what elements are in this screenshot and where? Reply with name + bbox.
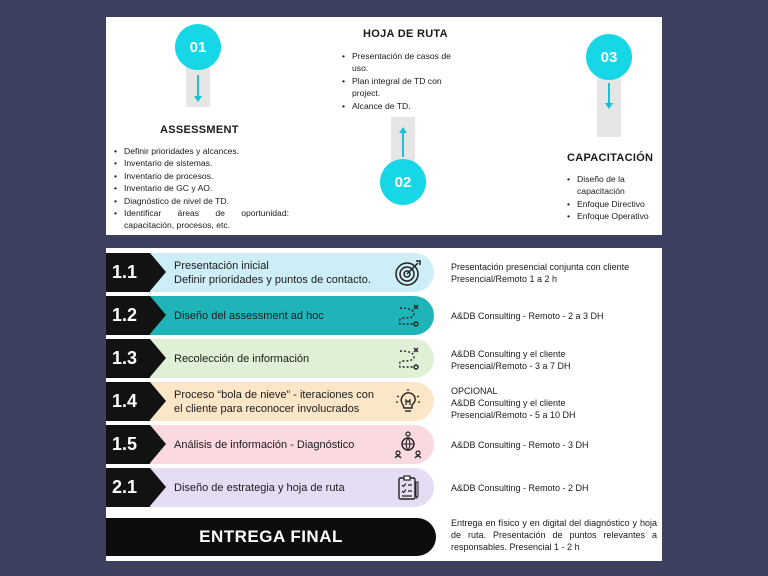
step-row [106,339,436,378]
list-item: • Plan integral de TD con project. [342,75,468,100]
step-desc-line: Presencial/Remoto - 3 a 7 DH [451,361,571,371]
step-desc-line: A&DB Consulting - Remoto - 2 a 3 DH [451,311,604,321]
step-description [451,310,604,322]
list-item: • Presentación de casos de uso. [342,50,468,75]
step-desc-line: OPCIONAL [451,386,498,396]
phase3-arrow [608,83,610,103]
step-text [174,296,324,335]
network-icon [394,431,422,459]
step-desc-line: A&DB Consulting - Remoto - 2 DH [451,483,589,493]
step-text-line1: Proceso “bola de nieve” - iteraciones con [174,388,374,401]
step-text-line1: Análisis de información - Diagnóstico [174,438,355,451]
final-delivery-banner: ENTREGA FINAL [106,518,436,556]
step-number: 1.3 [106,339,150,378]
list-item: • Inventario de procesos. [114,170,289,182]
step-desc-line: A&DB Consulting y el cliente [451,398,566,408]
list-item: • Inventario de GC y AO. [114,182,289,194]
step-row [106,468,436,507]
step-text-line2: el cliente para reconocer involucrados [174,402,360,415]
phase2-arrow [402,133,404,157]
phase3-title: CAPACITACIÓN [567,152,654,164]
step-row [106,296,436,335]
step-desc-line: Presentación presencial conjunta con cliente [451,262,630,272]
step-text [174,382,374,421]
final-delivery-description: Entrega en físico y en digital del diagnóstico y hoja de ruta. Presentación de puntos relevantes a responsables. Presencial 1 - 2 h [451,518,657,552]
step-row [106,425,436,464]
step-number: 1.4 [106,382,150,421]
phase2-title: HOJA DE RUTA [363,28,448,40]
step-row [106,382,436,421]
step-desc-line: A&DB Consulting y el cliente [451,349,566,359]
phase1-circle: 01 [175,24,221,70]
list-item: • Inventario de sistemas. [114,157,289,169]
step-text-line1: Recolección de información [174,352,310,365]
phase1-list [114,145,289,232]
lightbulb-icon [394,388,422,416]
step-text [174,253,371,292]
list-item: • Diseño de la capacitación [567,173,662,198]
step-number: 1.1 [106,253,150,292]
list-item: • Enfoque Directivo [567,198,662,210]
list-item: • Diagnóstico de nivel de TD. [114,195,289,207]
step-number: 2.1 [106,468,150,507]
list-item: • Alcance de TD. [342,100,468,112]
step-number: 1.2 [106,296,150,335]
step-description [451,482,589,494]
phase1-title: ASSESSMENT [160,124,239,136]
step-description [451,261,629,285]
step-description [451,348,571,372]
phase3-arrow-head [605,103,613,109]
checklist-icon [394,474,422,502]
target-icon [394,259,422,287]
route-icon [394,345,422,373]
step-text-line1: Diseño de estrategia y hoja de ruta [174,481,345,494]
phases-panel [106,17,662,235]
route-icon [394,302,422,330]
list-item: • Identificar áreas de oportunidad: capacitación, procesos, etc. [114,207,289,232]
step-description [451,439,589,451]
step-description [451,385,576,421]
phase1-arrow-head [194,96,202,102]
step-number: 1.5 [106,425,150,464]
phase2-list [342,50,468,112]
step-text-line2: Definir prioridades y puntos de contacto. [174,273,371,286]
step-row [106,253,436,292]
step-text [174,425,354,464]
step-desc-line: Presencial/Remoto - 5 a 10 DH [451,410,576,420]
phase3-list [567,173,662,223]
step-text-line1: Diseño del assessment ad hoc [174,309,324,322]
phase2-circle: 02 [380,159,426,205]
phase1-arrow [197,75,199,97]
step-text [174,468,345,507]
steps-panel [106,248,662,561]
step-text-line1: Presentación inicial [174,259,269,272]
list-item: • Definir prioridades y alcances. [114,145,289,157]
step-desc-line: Presencial/Remoto 1 a 2 h [451,274,558,284]
step-desc-line: A&DB Consulting - Remoto - 3 DH [451,440,589,450]
step-text [174,339,309,378]
phase3-circle: 03 [586,34,632,80]
list-item: • Enfoque Operativo [567,210,662,222]
